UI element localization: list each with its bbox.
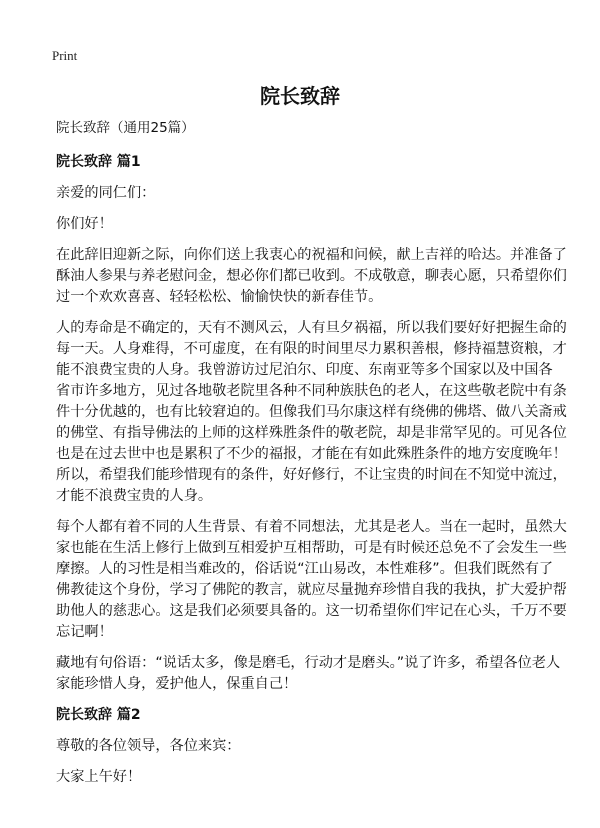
text-line: 也是在过去世中也是累积了不少的福报，才能在有如此殊胜条件的地方安度晚年！ — [56, 446, 567, 462]
section-heading: 院长致辞 篇2 — [56, 707, 141, 723]
text-line: 亲爱的同仁们： — [56, 185, 156, 201]
text-line: 所以，希望我们能珍惜现有的条件，好好修行，不让宝贵的时间在不知觉中流过， — [56, 467, 567, 483]
text-line: 家也能在生活上修行上做到互相爱护互相帮助，可是有时候还总免不了会发生一些 — [56, 540, 567, 556]
text-line: 在此辞旧迎新之际，向你们送上我衷心的祝福和问候，献上吉祥的哈达。并准备了 — [56, 247, 567, 263]
text-line: 忘记啊！ — [56, 624, 113, 640]
paragraph — [56, 517, 576, 643]
paragraph — [56, 767, 576, 788]
text-line: 你们好！ — [56, 216, 113, 232]
text-line: 藏地有句俗语：“说话太多，像是磨毛，行动才是磨头。”说了许多，希望各位老人 — [56, 655, 561, 671]
document-body — [56, 118, 576, 798]
text-line: 摩擦。人的习性是相当难改的，俗话说“江山易改，本性难移”。但我们既然有了 — [56, 561, 554, 577]
section-heading: 院长致辞 篇1 — [56, 154, 141, 170]
text-line: 每个人都有着不同的人生背景、有着不同想法，尤其是老人。当在一起时，虽然大 — [56, 519, 567, 535]
paragraph — [56, 183, 576, 204]
text-line: 件十分优越的，也有比较窘迫的。但像我们马尔康这样有绕佛的佛塔、做八关斋戒 — [56, 404, 567, 420]
text-line: 每一天。人身难得，不可虚度，在有限的时间里尽力累积善根，修持福慧资粮，才 — [56, 341, 567, 357]
subtitle: 院长致辞（通用25篇） — [56, 120, 195, 136]
text-line: 才能不浪费宝贵的人身。 — [56, 488, 213, 504]
page-title: 院长致辞 — [260, 84, 340, 108]
paragraph — [56, 318, 576, 507]
text-line: 家能珍惜人身，爱护他人，保重自己！ — [56, 676, 298, 692]
text-line: 尊敬的各位领导，各位来宾： — [56, 738, 241, 754]
text-line: 的佛堂、有指导佛法的上师的这样殊胜条件的敬老院，却是非常罕见的。可见各位 — [56, 425, 567, 441]
text-line: 佛教徒这个身份，学习了佛陀的教言，就应尽量抛弃珍惜自我的我执，扩大爱护帮 — [56, 582, 567, 598]
text-line: 人的寿命是不确定的，天有不测风云，人有旦夕祸福，所以我们要好好把握生命的 — [56, 320, 567, 336]
paragraph — [56, 653, 576, 695]
text-line: 省市许多地方，见过各地敬老院里各种不同种族肤色的老人，在这些敬老院中有条 — [56, 383, 567, 399]
paragraph — [56, 214, 576, 235]
text-line: 大家上午好！ — [56, 769, 142, 785]
paragraph — [56, 736, 576, 757]
text-line: 助他人的慈悲心。这是我们必须要具备的。这一切希望你们牢记在心头，千万不要 — [56, 603, 567, 619]
text-line: 酥油人参果与养老慰问金，想必你们都已收到。不成敬意，聊表心愿，只希望你们 — [56, 268, 567, 284]
print-link[interactable]: Print — [52, 48, 78, 63]
paragraph — [56, 245, 576, 308]
text-line: 能不浪费宝贵的人身。我曾游访过尼泊尔、印度、东南亚等多个国家以及中国各 — [56, 362, 553, 378]
text-line: 过一个欢欢喜喜、轻轻松松、愉愉快快的新春佳节。 — [56, 289, 383, 305]
